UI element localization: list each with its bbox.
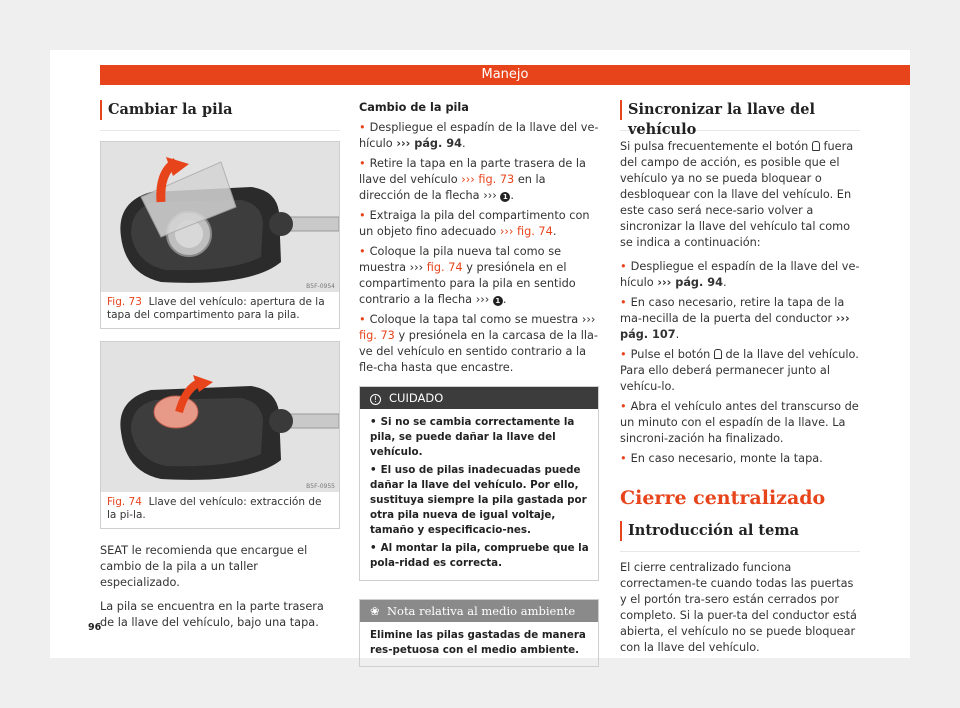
callout-number: 1 — [500, 192, 510, 202]
figure-74-caption — [101, 492, 339, 528]
list-item: • En caso necesario, monte la tapa. — [620, 451, 860, 467]
key-battery-cover-illustration — [101, 142, 339, 292]
environment-note-text: Elimine las pilas gastadas de manera res-petuosa con el medio ambiente. — [370, 629, 586, 656]
divider — [620, 551, 860, 552]
figure-code: B5F-0955 — [306, 483, 335, 490]
column-3 — [620, 100, 860, 656]
list-item: • Coloque la tapa tal como se muestra ››› fig. 73 y presiónela en la carcasa de la lla-ve del vehículo en sentido contrario a la fle-cha hasta que encastre. — [359, 312, 599, 376]
environment-note-title: Nota relativa al medio ambiente — [386, 604, 576, 618]
paragraph: La pila se encuentra en la parte trasera de la llave del vehículo, bajo una tapa. — [100, 600, 324, 629]
figure-73-image — [101, 142, 339, 292]
warning-icon: ! — [370, 394, 381, 405]
subsection-title-introduccion: Introducción al tema — [620, 521, 860, 541]
figure-number: Fig. 73 — [107, 296, 142, 308]
figure-73-caption — [101, 292, 339, 328]
callout-number: 1 — [493, 296, 503, 306]
column-1 — [100, 100, 340, 631]
list-item: • Despliegue el espadín de la llave del ve-hículo ››› pág. 94. — [620, 259, 860, 291]
figure-74 — [100, 341, 340, 529]
figure-caption-text: Llave del vehículo: apertura de la tapa del compartimento para la pila. — [107, 296, 325, 321]
figure-reference[interactable]: fig. 73 — [359, 329, 395, 342]
figure-reference[interactable]: ››› fig. 73 — [461, 173, 515, 186]
list-item: • Pulse el botón de la llave del vehículo. Para ello deberá permanecer junto al vehícu-lo. — [620, 347, 860, 395]
section-title-sincronizar: Sincronizar la llave del vehículo — [620, 100, 860, 120]
list-item: • Abra el vehículo antes del transcurso de un minuto con el espadín de la llave. La sincroni-zación ha finalizado. — [620, 399, 860, 447]
environment-note-body — [360, 622, 598, 666]
figure-reference[interactable]: ››› fig. 74 — [499, 225, 553, 238]
warning-box — [359, 386, 599, 581]
page-reference[interactable]: ››› pág. 94 — [396, 137, 462, 150]
page-number: 96 — [88, 622, 102, 633]
list-item: • Retire la tapa en la parte trasera de la llave del vehículo ››› fig. 73 en la dirección de la flecha ››› 1 . — [359, 156, 599, 204]
lock-button-icon — [714, 349, 722, 359]
paragraph: Si pulsa frecuentemente el botón fuera del campo de acción, es posible que el vehículo ya no se pueda bloquear o desbloquear con la llave del vehículo. En este caso será nece-sario volver a sincronizar la llave del vehículo tal como se indica a continuación: — [620, 140, 854, 249]
warning-body — [360, 409, 598, 580]
figure-74-image — [101, 342, 339, 492]
environment-note-header — [360, 600, 598, 622]
figure-code: B5F-0954 — [306, 283, 335, 290]
list-item: • Extraiga la pila del compartimento con un objeto fino adecuado ››› fig. 74. — [359, 208, 599, 240]
warning-title: CUIDADO — [389, 391, 444, 405]
figure-caption-text: Llave del vehículo: extracción de la pi-la. — [107, 496, 322, 521]
divider — [100, 130, 340, 131]
page — [50, 50, 910, 658]
figure-reference[interactable]: fig. 74 — [426, 261, 463, 274]
flower-icon: ❀ — [370, 604, 380, 618]
warning-header — [360, 387, 598, 409]
list-item: • Despliegue el espadín de la llave del ve-hículo ››› pág. 94. — [359, 120, 599, 152]
section-title-cambiar-pila: Cambiar la pila — [100, 100, 340, 120]
list-item: • En caso necesario, retire la tapa de la ma-necilla de la puerta del conductor ››› pág. 107. — [620, 295, 860, 343]
warning-item: • El uso de pilas inadecuadas puede dañar la llave del vehículo. Por ello, sustituya siempre la pila gastada por otra pila nueva de igual voltaje, tamaño y especificacio-nes. — [370, 463, 590, 538]
list-item: • Coloque la pila nueva tal como se muestra ››› fig. 74 y presiónela en el compartimento para la pila en sentido contrario a la flecha ››› 1 . — [359, 244, 599, 308]
subheading-cambio-pila: Cambio de la pila — [359, 101, 469, 114]
page-reference[interactable]: ››› pág. 107 — [620, 312, 850, 341]
page-reference[interactable]: ››› pág. 94 — [657, 276, 723, 289]
warning-item: • Al montar la pila, compruebe que la pola-ridad es correcta. — [370, 541, 590, 571]
key-battery-removal-illustration — [101, 342, 339, 492]
warning-item: • Si no se cambia correctamente la pila, se puede dañar la llave del vehículo. — [370, 415, 590, 460]
figure-number: Fig. 74 — [107, 496, 142, 508]
paragraph: El cierre centralizado funciona correctamen-te cuando todas las puertas y el portón tra-sero están cerrados por completo. Si la puer-ta del conductor está abierta, el vehículo no se puede bloquear con la llave del vehículo. — [620, 561, 857, 654]
section-title-cierre-centralizado: Cierre centralizado — [620, 487, 826, 509]
column-2 — [359, 100, 599, 667]
figure-73 — [100, 141, 340, 329]
page-header: Manejo — [100, 65, 910, 85]
environment-note-box — [359, 599, 599, 667]
lock-button-icon — [812, 141, 820, 151]
paragraph: SEAT le recomienda que encargue el cambio de la pila a un taller especializado. — [100, 544, 308, 589]
